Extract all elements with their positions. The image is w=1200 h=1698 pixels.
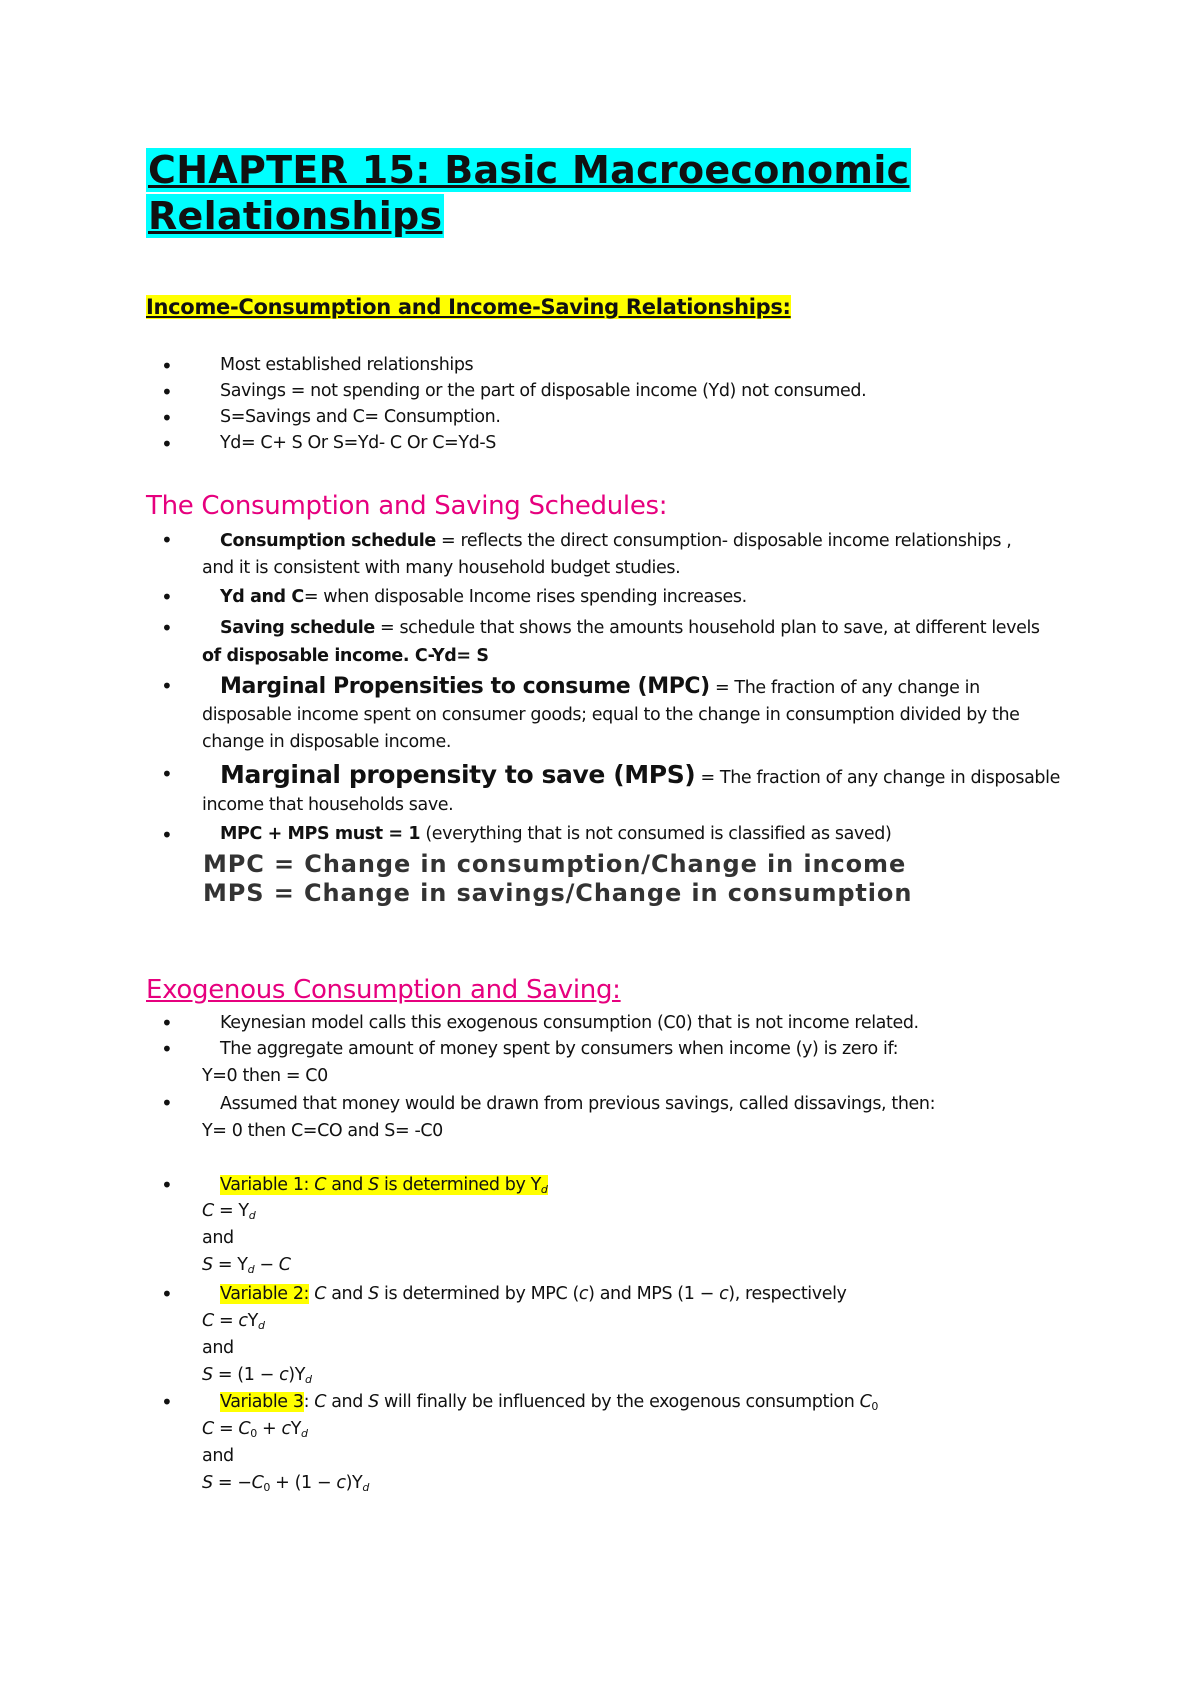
bullet-icon: • [161, 1282, 173, 1306]
txt: is determined by Y [378, 1175, 541, 1195]
sym: S [202, 1365, 213, 1385]
variable-3-eq2 [202, 1473, 369, 1494]
variable-1-and: and [202, 1228, 234, 1248]
term: Marginal propensity to save (MPS) [220, 760, 696, 789]
page-title [146, 148, 911, 238]
sym: C [238, 1419, 251, 1439]
bullet-icon: • [161, 1091, 173, 1115]
term: Saving schedule [220, 618, 375, 638]
list-item [220, 618, 1040, 638]
title-line2: Relationships [148, 194, 443, 238]
bullet-icon: • [161, 616, 173, 640]
txt: Y [247, 1311, 258, 1331]
definition: = schedule that shows the amounts household plan to save, at different levels [374, 618, 1040, 638]
variable-1-eq2 [202, 1255, 291, 1276]
list-item-cont: Y= 0 then C=CO and S= -C0 [202, 1121, 443, 1141]
variable-1-desc [220, 1175, 548, 1196]
bullet-icon: • [161, 674, 173, 698]
txt: : [303, 1392, 315, 1412]
sym: c [336, 1473, 346, 1493]
sym: C [202, 1419, 214, 1439]
definition: = The fraction of any change in disposable [695, 768, 1060, 788]
bullet-icon: • [161, 1011, 173, 1035]
txt: ), respectively [728, 1284, 847, 1304]
bullet-icon: • [161, 354, 173, 378]
sub: d [300, 1427, 308, 1440]
variable-3-eq1 [202, 1419, 308, 1440]
sub: d [362, 1481, 369, 1494]
sym: c [719, 1284, 729, 1304]
txt: and [326, 1392, 369, 1412]
definition: (everything that is not consumed is classified as saved) [420, 824, 892, 844]
sub: d [305, 1373, 312, 1386]
sub: d [248, 1209, 256, 1222]
sym: C [278, 1255, 291, 1275]
bullet-icon: • [161, 762, 173, 786]
list-item-cont: income that households save. [202, 795, 454, 815]
definition: = The fraction of any change in [709, 678, 980, 698]
list-item [220, 824, 891, 844]
sub: 0 [871, 1400, 879, 1413]
sym: S [202, 1255, 213, 1275]
section3-heading: Exogenous Consumption and Saving: [146, 975, 621, 1005]
txt: is determined by MPC ( [378, 1284, 579, 1304]
variable-2-desc [220, 1284, 847, 1304]
list-item [220, 587, 747, 607]
txt: will finally be influenced by the exogenous consumption [378, 1392, 860, 1412]
variable-2-eq2 [202, 1365, 312, 1386]
sym: S [202, 1473, 213, 1493]
txt: ) and MPS (1 − [588, 1284, 720, 1304]
formula-mpc: MPC = Change in consumption/Change in income [203, 850, 907, 878]
sym: C [314, 1392, 327, 1412]
variable-2-and: and [202, 1338, 234, 1358]
sub: d [257, 1319, 265, 1332]
bullet-icon: • [161, 432, 173, 456]
txt: = [213, 1311, 239, 1331]
txt: = Y [212, 1255, 248, 1275]
sym: c [578, 1284, 589, 1304]
sub: d [247, 1263, 255, 1276]
sub: d [540, 1183, 548, 1196]
sym: C [859, 1392, 872, 1412]
sub: 0 [250, 1427, 257, 1440]
list-item: Yd= C+ S Or S=Yd- C Or C=Yd-S [220, 433, 496, 453]
sym: C [202, 1201, 214, 1221]
sym: C [202, 1311, 214, 1331]
txt: Y [290, 1419, 301, 1439]
list-item-cont: of disposable income. C-Yd= S [202, 646, 489, 666]
sym: C [314, 1175, 327, 1195]
list-item: Savings = not spending or the part of disposable income (Yd) not consumed. [220, 381, 867, 401]
txt: = − [212, 1473, 252, 1493]
list-item-cont: change in disposable income. [202, 732, 451, 752]
variable-label: Variable 2: [220, 1284, 310, 1304]
definition: = reflects the direct consumption- disposable income relationships , [435, 531, 1012, 551]
txt: + [256, 1419, 282, 1439]
list-item: The aggregate amount of money spent by consumers when income (y) is zero if: [220, 1039, 899, 1059]
list-item: Most established relationships [220, 355, 474, 375]
bullet-icon: • [161, 823, 173, 847]
term: Consumption schedule [220, 531, 436, 551]
list-item [220, 674, 980, 699]
list-item: Assumed that money would be drawn from previous savings, called dissavings, then: [220, 1094, 936, 1114]
sub: 0 [263, 1481, 271, 1494]
variable-1-eq1 [202, 1201, 255, 1222]
term: Marginal Propensities to consume (MPC) [220, 674, 710, 699]
section2-heading: The Consumption and Saving Schedules: [146, 491, 668, 521]
list-item-cont: Y=0 then = C0 [202, 1066, 328, 1086]
variable-3-desc [220, 1392, 878, 1413]
section1-heading: Income-Consumption and Income-Saving Relationships: [146, 295, 791, 319]
list-item [220, 760, 1060, 789]
txt: and [326, 1175, 369, 1195]
list-item: Keynesian model calls this exogenous consumption (C0) that is not income related. [220, 1013, 919, 1033]
sym: S [368, 1284, 379, 1304]
txt: = (1 − [212, 1365, 280, 1385]
sym: C [251, 1473, 264, 1493]
bullet-icon: • [161, 406, 173, 430]
sym: C [314, 1284, 327, 1304]
bullet-icon: • [161, 380, 173, 404]
bullet-icon: • [161, 1390, 173, 1414]
definition: = when disposable Income rises spending increases. [303, 587, 747, 607]
txt: and [326, 1284, 369, 1304]
bullet-icon: • [161, 585, 173, 609]
list-item-cont: and it is consistent with many household budget studies. [202, 558, 681, 578]
sym: S [368, 1392, 379, 1412]
variable-2-eq1 [202, 1311, 265, 1332]
variable-3-and: and [202, 1446, 234, 1466]
title-line1: CHAPTER 15: Basic Macroeconomic [148, 148, 910, 192]
list-item: S=Savings and C= Consumption. [220, 407, 501, 427]
variable-label: Variable 1: [220, 1175, 310, 1195]
sym: S [368, 1175, 379, 1195]
txt: − [254, 1255, 279, 1275]
bullet-icon: • [161, 1173, 173, 1197]
txt: = [213, 1419, 239, 1439]
txt: )Y [345, 1473, 363, 1493]
list-item [220, 531, 1011, 551]
term: Yd and C [220, 587, 304, 607]
sym: c [279, 1365, 289, 1385]
txt: )Y [288, 1365, 306, 1385]
bullet-icon: • [161, 1037, 173, 1061]
sym: c [238, 1311, 248, 1331]
bullet-icon: • [161, 528, 173, 552]
sym: c [281, 1419, 291, 1439]
txt: + (1 − [270, 1473, 337, 1493]
txt: = Y [213, 1201, 249, 1221]
formula-mps: MPS = Change in savings/Change in consumption [203, 879, 913, 907]
term: MPC + MPS must = 1 [220, 824, 421, 844]
variable-label: Variable 3 [220, 1392, 304, 1412]
list-item-cont: disposable income spent on consumer goods; equal to the change in consumption divided by the [202, 705, 1020, 725]
